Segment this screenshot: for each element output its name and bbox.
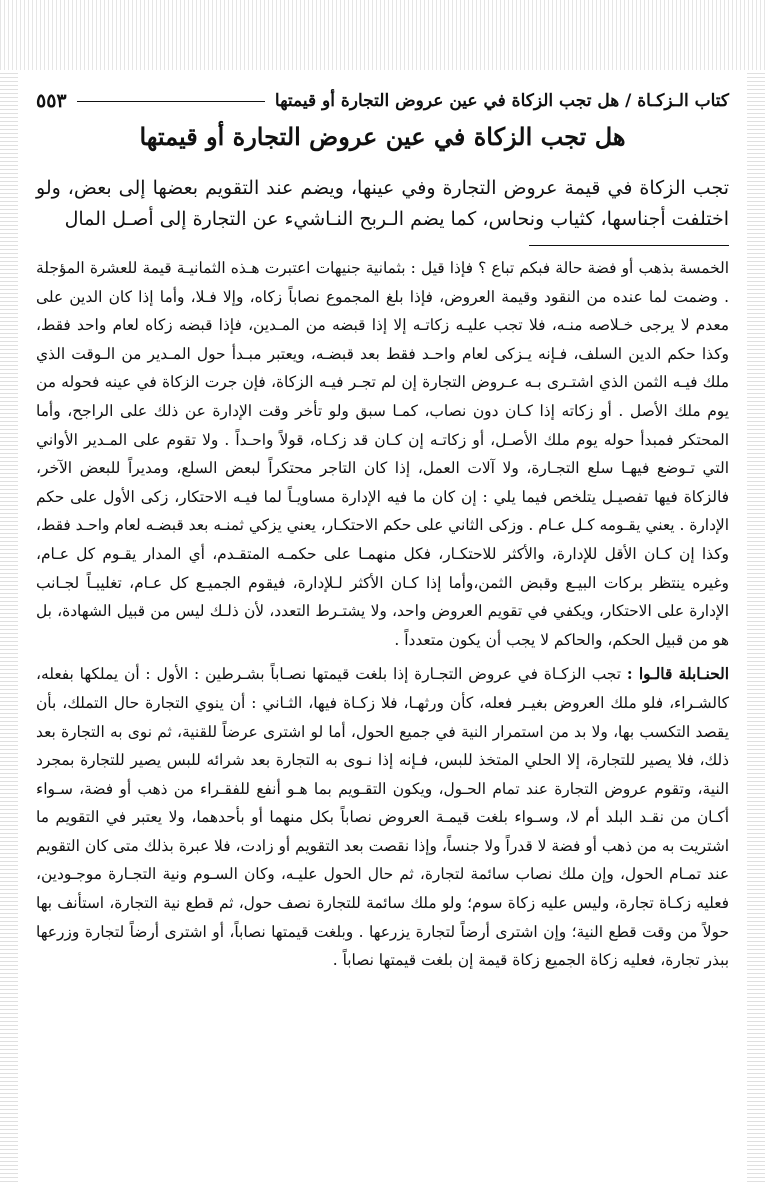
footnote-separator <box>529 245 729 246</box>
footnote-text: تجب الزكـاة في عروض التجـارة إذا بلغت قيمتها نصـاباً بشـرطين : الأول : أن يملكها بفعله، كالشـراء، فلو ملك العروض بغيـر فعله، كأن ورثهـا، فلا زكـاة فيها، الثـاني : أن ينوي التجارة حال التملك، بأن يقصد التكسب بها، ولا بد من استمرار النية في جميع الحول، أما لو اشترى عرضاً للقنية، ثم نوى به التجارة بعد ذلك، فلا يصير للتجارة، إلا الحلي المتخذ للبس، فـإنه إذا نـوى به التجارة بعد شرائه للبس يصير للتجارة بمجرد النية، وتقوم عروض التجارة عند تمام الحـول، ويكون التقـويم بما هـو أنفع للفقـراء من ذهب أو فضة، سـواء أكـان من نقـد البلد أم لا، وسـواء بلغت قيمـة العروض نصاباً بكل منهما أو بأحدهما، ولا يعتبر في التقويم ما اشتريت به من ذهب أو فضة لا قدراً ولا جنساً، وإذا نقصت بعد التقويم أو زادت، فلا عبرة بذلك متى كان التقويم عند تمـام الحول، وإن ملك نصاب سائمة لتجارة، ثم حال الحول عليـه، وكان السـوم ونية التجـارة موجـودين، فعليه زكـاة تجارة، وليس عليه زكاة سوم؛ ولو ملك سائمة للتجارة نصف حول، ثم قطع نية التجارة، استأنف بها حولاً من وقت قطع النية؛ وإن اشترى أرضاً لتجارة يزرعها . وبلغت قيمتها نصاباً، أو اشترى أرضاً لتجارة وزرعها ببذر تجارة، فعليه زكاة الجميع زكاة قيمة إن بلغت قيمتها نصاباً . <box>36 665 729 970</box>
ornamental-border-left <box>0 70 18 1182</box>
page-number: ٥٥٣ <box>36 90 67 112</box>
header-rule <box>77 101 265 102</box>
book-page <box>36 88 729 1162</box>
section-title: هل تجب الزكاة في عين عروض التجارة أو قيمتها <box>139 122 626 151</box>
running-header <box>36 88 729 114</box>
footnotes <box>36 254 729 975</box>
footnote-paragraph: الخمسة بذهب أو فضة حالة فبكم تباع ؟ فإذا قيل : بثمانية جنيهات اعتبرت هـذه الثمانيـة قيمة للعشرة المؤجلة . وضمت لما عنده من النقود وقيمة العروض، فإذا بلغ المجموع نصاباً زكاه، وإلا فـلا، وأما إذا كان الدين على معدم لا يرجى خـلاصه منـه، فلا تجب عليـه زكاتـه إلا إذا قبضه من المـدين، فإذا قبضه زكاه لعام واحد فقط، وكذا حكم الدين السلف، فـإنه يـزكى لعام واحـد فقط بعد قبضـه، ويعتبر مبـدأ حول المـدير من الـوقت الذي ملك فيـه الثمن الذي اشتـرى بـه عـروض التجارة إن لم تجـر فيـه الزكاة، فإن جرت الزكاة في عينه فحوله من يوم ملك الأصل . أو زكاته إذا كـان دون نصاب، كمـا سبق ولو تأخر وقت الإدارة عن ذلك على الراجح، وأما المحتكر فمبدأ حوله يوم ملك الأصـل، أو زكاتـه إن كـان قد زكـاه، قولاً واحـداً . ولا تقوم على المـدير الأواني التي تـوضع فيهـا سلع التجـارة، ولا آلات العمل، إذا كان التاجر محتكراً لبعض السلع، ومديراً للبعض الآخر، فالزكاة فيها تفصيـل يتلخص فيما يلي : إن كان ما فيه الإدارة مساويـاً لما فيـه الاحتكار، زكى الأول على حكم الإدارة . يعني يقـومه كـل عـام . وزكى الثاني على حكم الاحتكـار، يعني يزكي ثمنـه بعد قبضـه لعام واحـد فقط، وكذا إن كـان الأقل للإدارة، والأكثر للاحتكـار، فكل منهمـا على حكمـه المتقـدم، أي المدار يقـوم كل عـام، وغيره ينتظر بركات البيـع وقبض الثمن،وأما إذا كـان الأكثر لـلإدارة، فيقوم الجميـع كل عـام، تغليبـاً لجـانب الإدارة على الاحتكار، ويكفي في تقويم العروض واحد، ولا يشتـرط التعدد، لأن ذلـك ليس من قبيل الشهادة، بل هو من قبيل الحكم، والحاكم لا يجب أن يكون متعدداً . <box>36 259 729 649</box>
main-paragraph: تجب الزكاة في قيمة عروض التجارة وفي عينها، ويضم عند التقويم بعضها إلى بعض، ولو اختلفت أجناسها، كثياب ونحاس، كما يضم الـربح النـاشيء عن التجارة إلى أصـل المال <box>36 177 729 230</box>
ornamental-border-top <box>0 0 765 70</box>
footnote-paragraph-hanbali <box>36 660 729 975</box>
running-header-title: كتاب الـزكـاة / هل تجب الزكاة في عين عروض التجارة أو قيمتها <box>274 91 729 111</box>
main-text <box>36 173 729 235</box>
footnote-label: الحنـابلة قالـوا : <box>626 665 729 684</box>
ornamental-border-right <box>747 70 765 1182</box>
